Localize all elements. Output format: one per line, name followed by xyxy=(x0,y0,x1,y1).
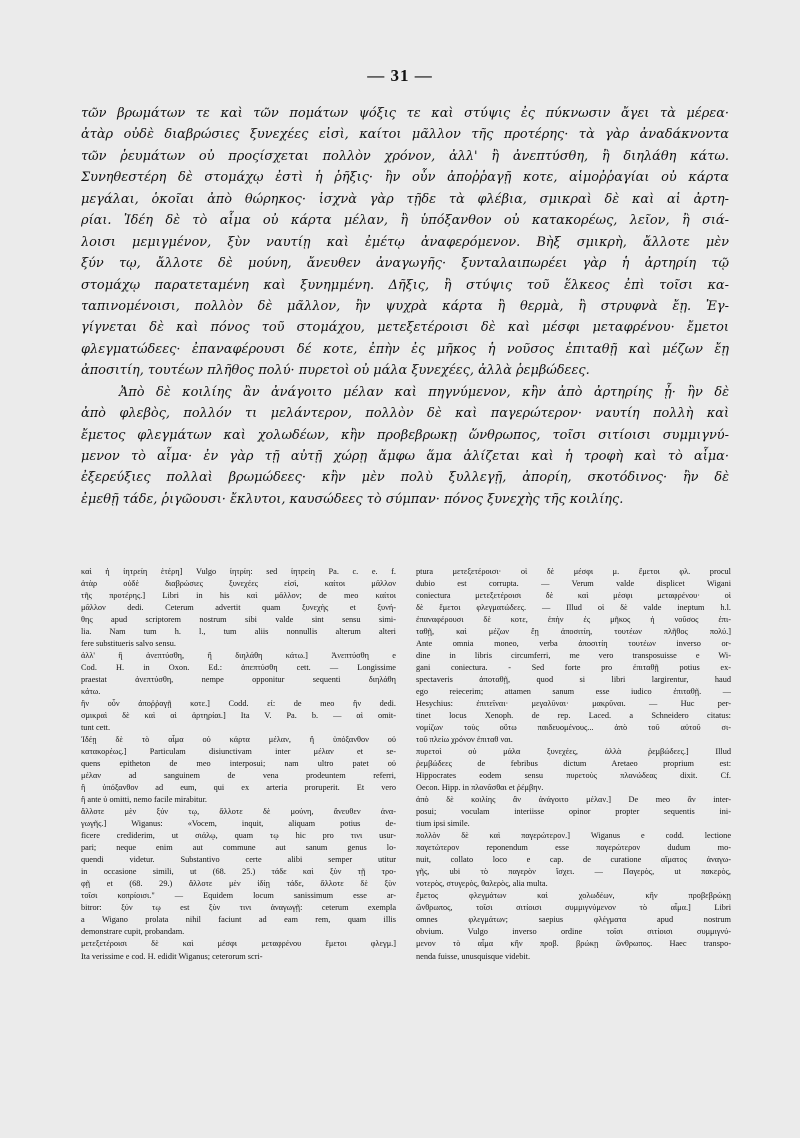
note-line: tium ipsi simile. xyxy=(416,819,470,829)
note-line: πολλὸν δὲ καὶ παγερώτερον.] Wiganus e codd. lectione xyxy=(416,831,731,841)
note-line: bitror: ξύν τῳ est ξὺν τινι ἀναγωγῇ: ceterum exempla xyxy=(81,903,396,913)
note-line: pari; neque enim aut commune aut sanum genus lo- xyxy=(81,843,396,853)
note-line: gani coniectura. - Sed forte pro ἐπιταθῇ potius ex- xyxy=(416,663,731,673)
note-line: φῇ et (68. 29.) ἄλλοτε μὲν ἰδίῃ τάδε, ἄλλοτε δὲ ξὺν xyxy=(81,879,396,889)
note-line: ἀτὰρ οὐδὲ διαβρώσιες ξυνεχέες εἰσὶ, καίτοι μᾶλλον xyxy=(81,579,396,589)
note-line: Ἰδέῃ δὲ τὸ αἷμα οὐ κάρτα μέλαν, ἢ ὑπόξανθον οὐ xyxy=(81,735,396,745)
note-line: νοτερὸς, στυγερὸς, θαλερὸς, alia multa. xyxy=(416,879,548,889)
note-line: Ante omnia moneo, verba ἀποσιτίη τουτέων inverso or- xyxy=(416,639,731,649)
note-line: δὲ ἔμετοι φλεγματώδεες. — Illud οἱ δὲ valde ineptum h.l. xyxy=(416,603,731,613)
note-line: μετεξετέροισι δὲ καὶ μέσφι μεταφρένου ἔμετοι φλεγμ.] xyxy=(81,939,396,949)
text-line: ρίαι. Ἰδέη δὲ τὸ αἷμα οὐ κάρτα μέλαν, ἢ ὑπόξανθον οὐ κατακορέως, λεῖον, ἢ σιά- xyxy=(81,213,729,229)
note-line: quens epitheton de meo interposui; nam ultro patet οὐ xyxy=(81,759,396,769)
text-line: ἐμεθῇ τάδε, ῥιγῶουσι· ἔκλυτοι, καυσώδεες τὸ σύμπαν· πόνος ξυνεχὴς τῆς κοιλίης. xyxy=(81,491,624,507)
note-line: τοῖσι κοπρίοισι." — Equidem locum sanissimum esse ar- xyxy=(81,891,396,901)
note-line: ταθῇ, καὶ μέζων ἔῃ ἀποσιτίη, τουτέων πλῆθος πολύ.] xyxy=(416,627,731,637)
note-line: κάτω. xyxy=(81,687,101,697)
note-line: μέλαν ad sanguinem de vena prodeuntem referri, xyxy=(81,771,396,781)
text-line: Συνηθεστέρη δὲ στομάχῳ ἐστὶ ἡ ῥῆξις· ἢν οὖν ἀποῤῥαγῇ κοτε, αἱμοῤῥαγίαι οὐ κάρτα xyxy=(81,170,729,186)
note-line: θης apud scriptorem nostrum sibi valde sint sensu simi- xyxy=(81,615,396,625)
note-line: ficere crediderim, ut σιάλῳ, quam τῳ hic pro τινι usur- xyxy=(81,831,396,841)
note-line: nuit, collato loco e cap. de curatione αἵματος ἀναγω- xyxy=(416,855,731,865)
note-line: spectaveris ἀποταθῇ, quod si libri largirentur, haud xyxy=(416,675,731,685)
note-line: a Wigano prolata nihil faciunt ad eam rem, quam illis xyxy=(81,915,396,925)
footnotes-left-column xyxy=(81,566,396,963)
note-line: obvium. Vulgo inverso ordine τοῖσι σιτίοισι συμμιγνύ- xyxy=(416,927,731,937)
note-line: tunt cett. xyxy=(81,723,111,733)
note-line: ἢ ante ὑ omitti, nemo facile mirabitur. xyxy=(81,795,207,805)
text-line: ἐξερεύξιες πολλαὶ βρωμώδεες· κἢν μὲν πολὺ ξυλλεγῇ, ἀπορίη, σκοτόδινος· ἢν δὲ xyxy=(81,470,729,486)
note-line: ἀπὸ δὲ κοιλίης ἂν ἀνάγοιτο μέλαν.] De meo ἂν inter- xyxy=(416,795,731,805)
text-line: Ἀπὸ δὲ κοιλίης ἂν ἀνάγοιτο μέλαν καὶ πηγνύμενον, κἢν ἀπὸ ἀρτηρίης ᾖ· ἢν δὲ xyxy=(119,384,729,400)
note-line: γῆς, ubi τὸ παγερὸν ἴσχει. — Παγερὸς, ut πακερὸς, xyxy=(416,867,731,877)
text-line: μεγάλαι, ὁκοῖαι ἀπὸ θώρηκος· ἰσχνὰ γὰρ τῇδε τὰ φλέβια, σμικραὶ δὲ καὶ αἱ ἀρτη- xyxy=(81,191,729,207)
note-line: Oecon. Hipp. in πλανᾶσθαι et ῥέμβην. xyxy=(416,783,544,793)
note-line: nenda fuisse, unusquisque videbit. xyxy=(416,951,531,961)
note-line: μᾶλλον dedi. Ceterum advertit quam ξυνεχὴς et ξυνή- xyxy=(81,603,396,613)
text-line: στομάχῳ παρατεταμένη καὶ ξυνημμένη. Δῆξις, ἢ στύψις τοῦ ἕλκεος ἐπὶ τοῖσι κα- xyxy=(81,277,729,293)
text-line: ἀπὸ φλεβὸς, πολλόν τι μελάντερον, πολλὸν δὲ καὶ παγερώτερον· ναυτίη πολλὴ καὶ xyxy=(81,406,729,422)
note-line: γωγῆς.] Wiganus: «Vocem, inquit, aliquam potius de- xyxy=(81,819,396,829)
page-number: — 31 — xyxy=(367,66,433,85)
note-line: παγετώτερον reponendum esse παγερώτερον dudum mo- xyxy=(416,843,731,853)
text-line: γίγνεται δὲ καὶ πόνος τοῦ στομάχου, μετεξετέροισι δὲ καὶ μέσφι μεταφρένου· ἔμετοι xyxy=(81,320,729,336)
note-line: πυρετοὶ οὐ μάλα ξυνεχέες, ἀλλὰ ῥεμβώδεες.] Illud xyxy=(416,747,731,757)
note-line: Cod. H. in Oxon. Ed.: ἀπεπτύσθη cett. — Longissime xyxy=(81,663,396,673)
text-line: τῶν βρωμάτων τε καὶ τῶν πομάτων ψόξις τε καὶ στύψις ἐς πύκνωσιν ἄγει τὰ μέρεα· xyxy=(81,106,729,121)
note-line: omnes φλεγμάτων; saepius φλέγματα apud nostrum xyxy=(416,915,731,925)
note-line: in occasione simili, ut (68. 25.) τάδε καὶ ξὺν τῇ τρο- xyxy=(81,867,396,877)
note-line: dubio est corrupta. — Verum valde displicet Wigani xyxy=(416,579,731,589)
note-line: νομίζων τοὺς οὕτω παιδευομένους... ἀπὸ τοῦ αὐτοῦ σι- xyxy=(416,723,731,733)
note-line: ἔμετος φλεγμάτων καὶ χολωδέων, κἢν προβεβρώκῃ xyxy=(416,891,731,901)
note-line: coniectura μετεξετέροισι δὲ καὶ μέσφι μεταφρένου· οἱ xyxy=(416,591,731,601)
note-line: quendi videtur. Substantivo certe alibi semper utitur xyxy=(81,855,396,865)
note-line: lia. Nam tum h. l., tum aliis nonnullis alterum alteri xyxy=(81,627,396,637)
text-line: ἔμετος φλεγμάτων καὶ χολωδέων, κἢν προβεβρωκῃ ὥνθρωπος, τοῖσι σιτίοισι συμμιγνύ- xyxy=(81,427,729,443)
note-line: τοῦ πλείω χρόνον ἐπιταθ ναι. xyxy=(416,735,513,745)
note-line: ῥεμβώδεες de febribus dictum Aretaeo proprium est: xyxy=(416,759,731,769)
note-line: ὥνθρωπος, τοῖσι σιτίοισι συμμιγνύμενον τὸ αἷμα.] Libri xyxy=(416,903,731,913)
note-line: posui; voculam interiisse opinor propter sequentis ini- xyxy=(416,807,731,817)
note-line: ptura μετεξετέροισι· οἱ δὲ μέσφι μ. ἔμετοι φλ. procul xyxy=(416,567,731,576)
text-line: ἀποσιτίη, τουτέων πλῆθος πολύ· πυρετοὶ οὐ μάλα ξυνεχέες, ἀλλὰ ῥεμβώδεες. xyxy=(81,363,590,379)
text-line: φλεγματώδεες· ἐπαναφέρουσι δέ κοτε, ἐπὴν ἐς μῆκος ἡ νοῦσος ἐπιταθῇ καὶ μέζων ἔῃ xyxy=(81,341,729,357)
note-line: ἀλλ' ἢ ἀνεπτύσθη, ἢ διηλάθη κάτω.] Ἀνεπτύσθη e xyxy=(81,651,396,661)
text-line: λοισι μεμιγμένον, ξὺν ναυτίῃ καὶ ἐμέτῳ ἀναφερόμενον. Βὴξ σμικρὴ, ἄλλοτε μὲν xyxy=(81,234,729,250)
note-line: demonstrare cupit, probandam. xyxy=(81,927,185,937)
note-line: ἐπαναφέρουσι δὲ κοτε, ἐπὴν ἐς μῆκος ἡ νοῦσος ἐπι- xyxy=(416,615,731,625)
note-line: ἢ ὑπόξανθον ad eum, qui ex arteria proruperit. Et vero xyxy=(81,783,396,793)
footnotes-right-column xyxy=(416,566,731,963)
note-line: ἢν οὖν ἀποῤῥαγῇ κοτε.] Codd. εἰ: de meo ἢν dedi. xyxy=(81,699,396,709)
note-line: Hesychius: ἐπιτεῖναι· μεγαλῦναι· μακρῦναι. — Huc per- xyxy=(416,699,731,709)
note-line: fere substitueris salvo sensu. xyxy=(81,639,176,649)
note-line: σμικραὶ δὲ καὶ αἱ ἀρτηρίαι.] Ita V. Pa. b. — αἱ omit- xyxy=(81,711,396,721)
text-line: μενον τὸ αἷμα· ἐν γὰρ τῇ αὐτῇ χώρῃ ἄμφω ἅμα ἁλίζεται καὶ ἡ τροφὴ καὶ τὸ αἷμα· xyxy=(81,449,729,464)
note-line: tinet locus Xenoph. de rep. Laced. a Schneidero citatus: xyxy=(416,711,731,721)
text-line: ἀτὰρ οὐδὲ διαβρώσιες ξυνεχέες εἰσὶ, καίτοι μᾶλλον τῆς προτέρης· τὰ γὰρ ἀναδάκνοντα xyxy=(81,127,729,143)
note-line: μενον τὸ αἷμα κἢν προβ. βρώκῃ ὥνθρωπος. Haec transpo- xyxy=(416,939,731,949)
note-line: praestat ἀνεπτύσθη, nempe opponitur sequenti διηλάθη xyxy=(81,675,396,685)
note-line: κατακορέως.] Particulam disiunctivam inter μέλαν et se- xyxy=(81,747,396,757)
note-line: dine in libris circumferri, me vero transposuisse e Wi- xyxy=(416,651,731,661)
note-line: ego reiecerim; attamen sanum esse iudico ἐπιταθῇ. — xyxy=(416,687,731,697)
note-line: τῆς προτέρης.] Libri in his καὶ μᾶλλον; de meo καίτοι xyxy=(81,591,396,601)
footnotes xyxy=(81,566,731,963)
text-line: ταπινομένοισι, πολλὸν δὲ μᾶλλον, ἢν ψυχρὰ κάρτα ἢ θερμὰ, ἢ στρυφνὰ ἔῃ. Ἐγ- xyxy=(81,298,729,314)
note-line: ἄλλοτε μὲν ξύν τῳ, ἄλλοτε δὲ μούνη, ἄνευθεν ἀνα- xyxy=(81,807,396,817)
note-line: Hippocrates eodem sensu πυρετοὺς πλανώδεας dixit. Cf. xyxy=(416,771,731,781)
main-text-body xyxy=(81,103,729,510)
text-line: ξύν τῳ, ἄλλοτε δὲ μούνη, ἄνευθεν ἀναγωγῆς· ξυνταλαιπωρέει γὰρ ἡ ἀρτηρίη τῷ xyxy=(81,256,729,272)
note-line: καὶ ἡ ἰητρείη ἑτέρη] Vulgo ἰητρίη: sed ἰητρείη Pa. c. e. f. xyxy=(81,567,396,576)
text-line: τῶν ῥευμάτων οὐ προςίσχεται πολλὸν χρόνον, ἀλλ' ἢ ἀνεπτύσθη, ἢ διηλάθη κάτω. xyxy=(81,148,729,164)
note-line: Ita verissime e cod. H. edidit Wiganus; ceterorum scri- xyxy=(81,951,263,961)
